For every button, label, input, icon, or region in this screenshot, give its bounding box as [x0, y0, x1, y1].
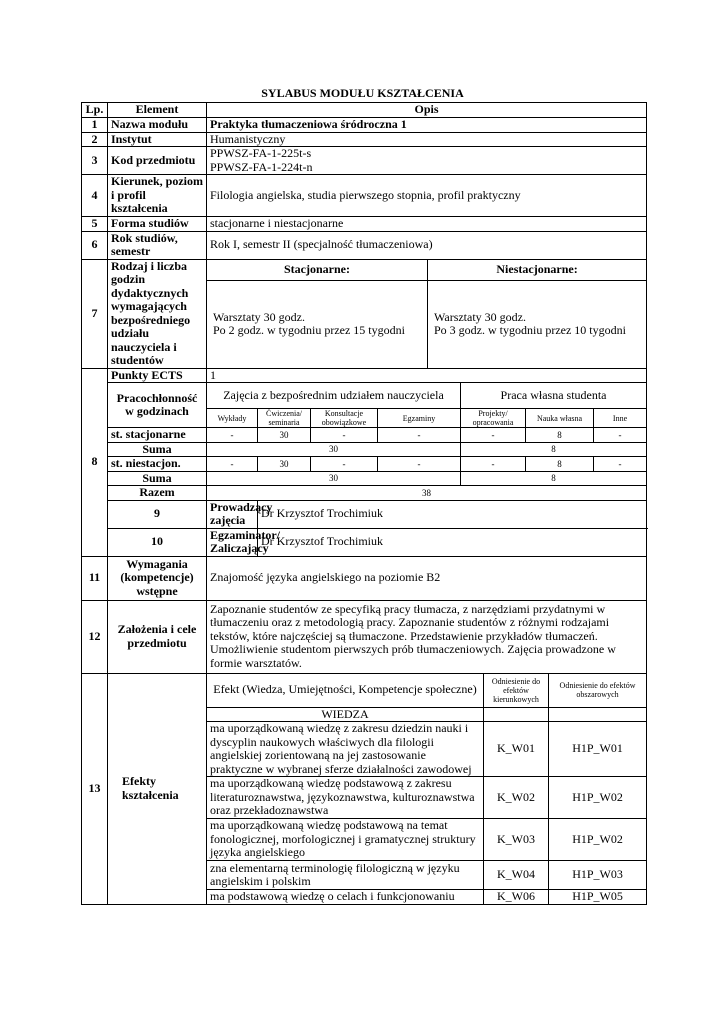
extramural-consultations: -	[311, 457, 378, 472]
row-8-extramural	[82, 457, 647, 472]
year-semester: Rok I, semestr II (specjalność tłumaczeniowa)	[207, 231, 647, 259]
row-number: 10	[108, 528, 207, 556]
outcome-text: ma podstawową wiedzę o celach i funkcjonowaniu	[207, 890, 484, 905]
row-11	[82, 556, 647, 600]
field-reference-heading: Odniesienie do efektów kierunkowych	[484, 673, 549, 707]
row-label: Prowadzący zajęcia	[207, 500, 258, 528]
outcome-text: ma uporządkowaną wiedzę z zakresu dziedzin nauki i dyscyplin naukowych właściwych dla filologii angielskiej zorientowaną na jej zastosowanie praktyczne w wybranej sferze działalności zawodowej	[207, 722, 484, 777]
col-self-study: Nauka własna	[526, 409, 594, 428]
extramural-sum-own: 8	[461, 471, 647, 486]
extramural-sum-direct: 30	[207, 471, 461, 486]
row-4	[82, 175, 647, 217]
row-12	[82, 600, 647, 673]
col-other: Inne	[594, 409, 647, 428]
row-10	[82, 528, 647, 556]
header-lp: Lp.	[82, 103, 108, 118]
row-label: Kierunek, poziom i profil kształcenia	[108, 175, 207, 217]
extramural-hours	[428, 281, 647, 368]
stationary-projects: -	[461, 428, 526, 443]
stationary-consultations: -	[311, 428, 378, 443]
row-5	[82, 217, 647, 232]
row-number: 3	[82, 147, 108, 175]
outcome-field-ref: K_W01	[484, 722, 549, 777]
effect-column-heading: Efekt (Wiedza, Umiejętności, Kompetencje społeczne)	[207, 673, 484, 707]
row-number: 9	[108, 500, 207, 528]
outcome-area-ref: H1P_W01	[549, 722, 647, 777]
outcome-text: ma uporządkowaną wiedzę podstawową na temat fonologicznej, morfologicznej i gramatycznej struktury języka angielskiego	[207, 819, 484, 861]
row-7	[82, 259, 647, 368]
total-value: 38	[207, 486, 647, 501]
extramural-hours-line-2: Po 3 godz. w tygodniu przez 10 tygodni	[434, 323, 626, 338]
row-label: Efekty kształcenia	[108, 673, 207, 904]
row-8-total	[82, 486, 647, 501]
row-label: Wymagania (kompetencje) wstępne	[108, 556, 207, 600]
row-label: Egzaminator/ Zaliczający	[207, 528, 258, 556]
extramural-hours-line-1: Warsztaty 30 godz.	[434, 309, 527, 324]
row-number: 12	[82, 600, 108, 673]
header-opis: Opis	[207, 103, 647, 118]
row-number: 8	[82, 368, 108, 556]
header-element: Element	[108, 103, 207, 118]
row-2	[82, 132, 647, 147]
row-label: Instytut	[108, 132, 207, 147]
row-8-ects	[82, 368, 647, 383]
col-projects: Projekty/ opracowania	[461, 409, 526, 428]
outcome-text: ma uporządkowaną wiedzę podstawową z zakresu literaturoznawstwa, językoznawstwa, kulturoznawstwa oraz przekładoznawstwa	[207, 777, 484, 819]
sum-label: Suma	[108, 442, 207, 457]
document-title: SYLABUS MODUŁU KSZTAŁCENIA	[261, 86, 464, 100]
row-13-header	[82, 673, 647, 707]
row-label: Rok studiów, semestr	[108, 231, 207, 259]
row-label: Kod przedmiotu	[108, 147, 207, 175]
direct-contact-heading: Zajęcia z bezpośrednim udziałem nauczyciela	[207, 383, 461, 409]
stationary-hours-line-1: Warsztaty 30 godz.	[213, 309, 306, 324]
row-number: 2	[82, 132, 108, 147]
hours-block	[207, 259, 647, 368]
workload-label: Pracochłonność w godzinach	[108, 383, 207, 428]
row-number: 5	[82, 217, 108, 232]
row-number: 1	[82, 117, 108, 132]
stationary-self-study: 8	[526, 428, 594, 443]
extramural-heading: Niestacjonarne:	[428, 260, 647, 281]
extramural-exams: -	[378, 457, 461, 472]
stationary-lectures: -	[207, 428, 258, 443]
knowledge-section: WIEDZA	[207, 707, 484, 722]
stationary-hours	[207, 281, 428, 368]
total-label: Razem	[108, 486, 207, 501]
stationary-label: st. stacjonarne	[108, 428, 207, 443]
row-number: 4	[82, 175, 108, 217]
own-work-heading: Praca własna studenta	[461, 383, 647, 409]
outcome-field-ref: K_W04	[484, 861, 549, 890]
stationary-exams: -	[378, 428, 461, 443]
extramural-self-study: 8	[526, 457, 594, 472]
outcome-text: zna elementarną terminologię filologiczną w języku angielskim i polskim	[207, 861, 484, 890]
row-6	[82, 231, 647, 259]
outcome-area-ref: H1P_W03	[549, 861, 647, 890]
module-name: Praktyka tłumaczeniowa śródroczna 1	[207, 117, 647, 132]
field-of-study: Filologia angielska, studia pierwszego stopnia, profil praktyczny	[207, 175, 647, 217]
row-number: 7	[82, 259, 108, 368]
row-3	[82, 147, 647, 175]
stationary-hours-line-2: Po 2 godz. w tygodniu przez 15 tygodni	[213, 323, 405, 338]
row-label: Rodzaj i liczba godzin dydaktycznych wymagających bezpośredniego udziału nauczyciela i studentów	[108, 259, 207, 368]
row-label: Nazwa modułu	[108, 117, 207, 132]
outcome-area-ref: H1P_W02	[549, 819, 647, 861]
examiner: Dr Krzysztof Trochimiuk	[258, 528, 647, 556]
extramural-other: -	[594, 457, 647, 472]
syllabus-table	[81, 102, 647, 905]
ects-label: Punkty ECTS	[108, 368, 207, 383]
outcome-area-ref: H1P_W02	[549, 777, 647, 819]
sum-label: Suma	[108, 471, 207, 486]
outcome-field-ref: K_W06	[484, 890, 549, 905]
col-consultations: Konsultacje obowiązkowe	[311, 409, 378, 428]
study-form: stacjonarne i niestacjonarne	[207, 217, 647, 232]
extramural-exercises: 30	[258, 457, 311, 472]
row-8-extramural-sum	[82, 471, 647, 486]
col-exams: Egzaminy	[378, 409, 461, 428]
course-code	[207, 147, 647, 175]
row-number: 13	[82, 673, 108, 904]
extramural-label: st. niestacjon.	[108, 457, 207, 472]
row-number: 6	[82, 231, 108, 259]
stationary-exercises: 30	[258, 428, 311, 443]
outcome-field-ref: K_W02	[484, 777, 549, 819]
extramural-projects: -	[461, 457, 526, 472]
stationary-sum-own: 8	[461, 442, 647, 457]
row-8-groups	[82, 383, 647, 409]
outcome-area-ref: H1P_W05	[549, 890, 647, 905]
row-number: 11	[82, 556, 108, 600]
course-code-stationary: PPWSZ-FA-1-225t-s	[210, 146, 312, 160]
instructor: Dr Krzysztof Trochimiuk	[258, 500, 647, 528]
ects-value: 1	[207, 368, 647, 383]
stationary-other: -	[594, 428, 647, 443]
col-exercises: Ćwiczenia/ seminaria	[258, 409, 311, 428]
stationary-heading: Stacjonarne:	[207, 260, 428, 281]
extramural-lectures: -	[207, 457, 258, 472]
col-lectures: Wykłady	[207, 409, 258, 428]
area-reference-heading: Odniesienie do efektów obszarowych	[549, 673, 647, 707]
prerequisites: Znajomość języka angielskiego na poziomie B2	[207, 556, 647, 600]
stationary-sum-direct: 30	[207, 442, 461, 457]
row-9	[82, 500, 647, 528]
outcome-field-ref: K_W03	[484, 819, 549, 861]
row-label: Założenia i cele przedmiotu	[108, 600, 207, 673]
row-8-stationary	[82, 428, 647, 443]
header-row	[82, 103, 647, 118]
row-1	[82, 117, 647, 132]
empty-cell	[484, 707, 549, 722]
institute-value: Humanistyczny	[207, 132, 647, 147]
empty-cell	[549, 707, 647, 722]
row-8-stationary-sum	[82, 442, 647, 457]
row-label: Forma studiów	[108, 217, 207, 232]
course-code-extramural: PPWSZ-FA-1-224t-n	[210, 159, 313, 174]
course-objectives: Zapoznanie studentów ze specyfiką pracy tłumacza, z narzędziami przydatnymi w tłumaczeniu oraz z metodologią pracy. Zapoznanie studentów z różnymi rodzajami tekstów, które najczęściej są tłumaczone. Przedstawienie przykładów tłumaczeń. Umożliwienie studentom pierwszych prób tłumaczeniowych. Zajęcia prowadzone w formie warsztatów.	[207, 600, 647, 673]
